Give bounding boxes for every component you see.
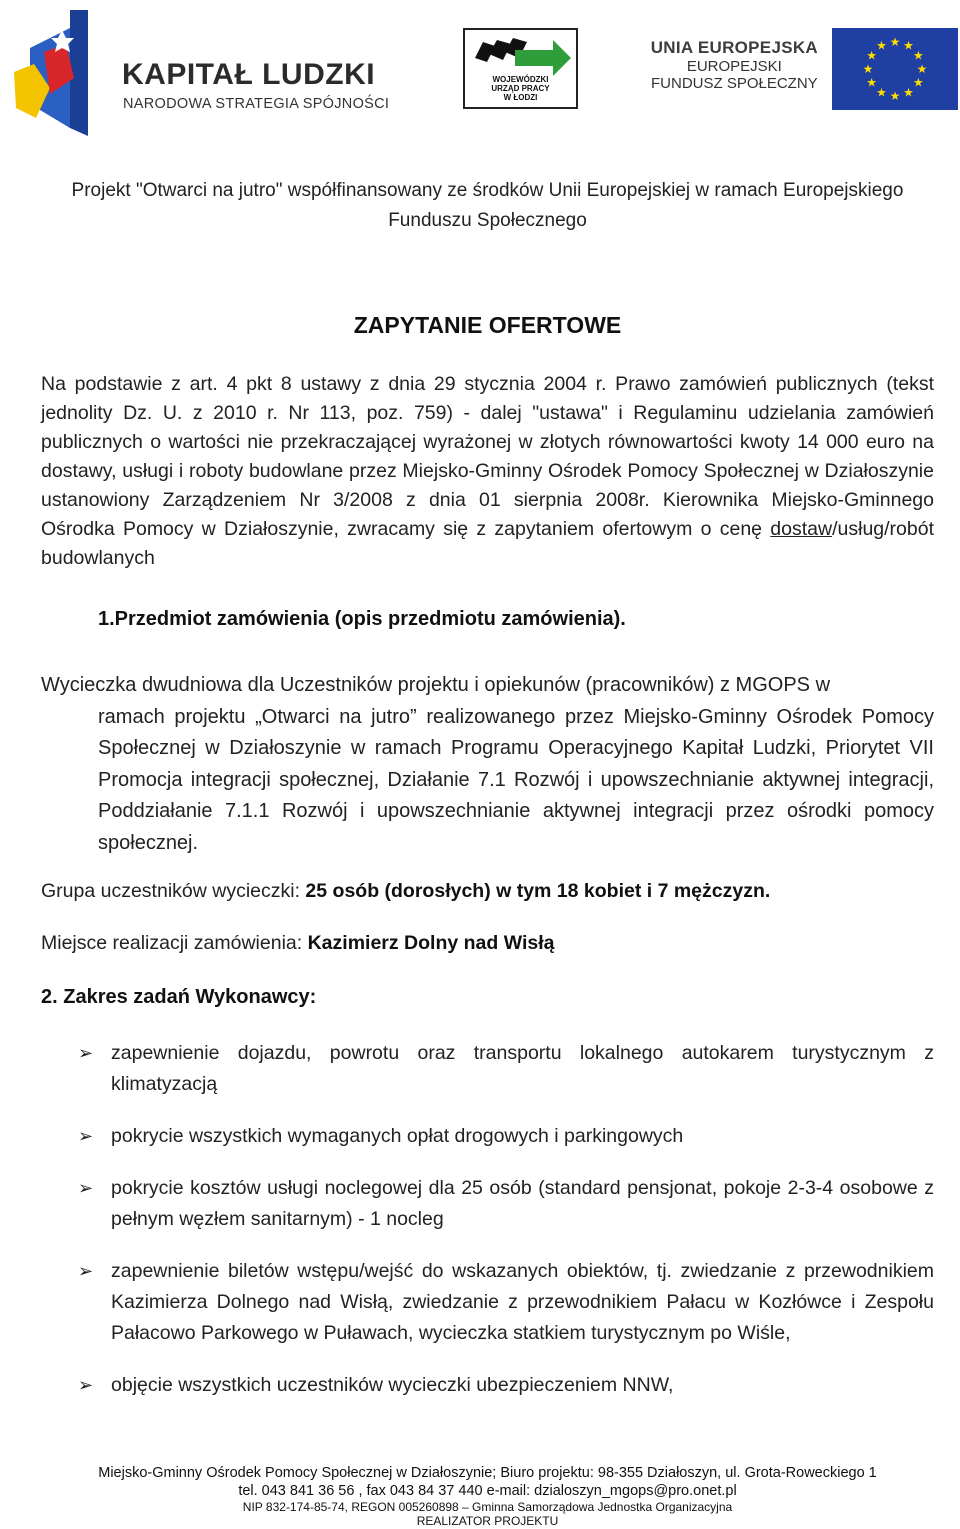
section-2-heading: 2. Zakres zadań Wykonawcy: [41, 986, 317, 1008]
wup-text-line-2: URZĄD PRACY [491, 84, 550, 93]
eu-star-icon: ★ [876, 38, 887, 53]
wup-text-line-1: WOJEWÓDZKI [492, 75, 549, 84]
wup-text [465, 75, 576, 102]
arrow-bullet-icon: ➢ [78, 1043, 94, 1063]
eu-star-icon: ★ [903, 85, 914, 100]
eu-text-line-2: EUROPEJSKI [686, 58, 782, 75]
list-item [78, 1173, 934, 1235]
place-label: Miejsce realizacji zamówienia: [41, 932, 308, 954]
footer-line-3: NIP 832-174-85-74, REGON 005260898 – Gminna Samorządowa Jednostka Organizacyjna [242, 1500, 733, 1514]
list-item-text: zapewnienie dojazdu, powrotu oraz transportu lokalnego autokarem turystycznym z klimatyzacją [111, 1042, 934, 1095]
eu-star-icon: ★ [912, 75, 924, 90]
kapital-ludzki-logo [10, 8, 410, 136]
arrow-bullet-icon: ➢ [78, 1261, 94, 1281]
eu-star-icon: ★ [912, 48, 924, 63]
eu-star-icon: ★ [916, 62, 928, 76]
participants-line [41, 880, 770, 903]
page-footer [0, 1464, 960, 1528]
wup-lodz-logo [463, 28, 578, 109]
eu-star-icon: ★ [866, 75, 878, 90]
contractor-tasks-list [78, 1038, 934, 1401]
eu-efs-logo [640, 28, 958, 110]
footer-line-4: REALIZATOR PROJEKTU [416, 1514, 559, 1528]
participants-value: 25 osób (dorosłych) w tym 18 kobiet i 7 mężczyzn. [305, 880, 771, 902]
subject-description [41, 670, 934, 859]
eu-flag-icon [832, 28, 958, 110]
kapital-ludzki-title: KAPITAŁ LUDZKI [122, 58, 376, 91]
place-line [41, 932, 554, 955]
arrow-bullet-icon: ➢ [78, 1178, 94, 1198]
footer-line-1: Miejsko-Gminny Ośrodek Pomocy Społecznej w Działoszynie; Biuro projektu: 98-355 Działoszyn, ul. Grota-Roweckiego 1 [98, 1465, 877, 1481]
wup-text-line-3: W ŁODZI [503, 93, 538, 102]
list-item [78, 1256, 934, 1349]
eu-star-icon: ★ [889, 35, 901, 49]
section-1-heading: 1.Przedmiot zamówienia (opis przedmiotu zamówienia). [98, 608, 626, 630]
kapital-ludzki-subtitle: NARODOWA STRATEGIA SPÓJNOŚCI [123, 96, 390, 112]
intro-underlined-word: dostaw [770, 518, 833, 540]
intro-paragraph [41, 370, 934, 573]
intro-text-end: /usług/robót budowlanych [41, 518, 934, 569]
list-item [78, 1121, 934, 1152]
place-value: Kazimierz Dolny nad Wisłą [307, 932, 555, 954]
eu-star-icon: ★ [889, 89, 901, 103]
eu-text [651, 38, 818, 92]
participants-label: Grupa uczestników wycieczki: [41, 880, 306, 902]
footer-line-2: tel. 043 841 36 56 , fax 043 84 37 440 e-mail: dzialoszyn_mgops@pro.onet.pl [238, 1483, 737, 1499]
project-line-1: Projekt "Otwarci na jutro" współfinansowany ze środków Unii Europejskiej w ramach Europejskiego [71, 180, 904, 201]
arrow-bullet-icon: ➢ [78, 1126, 94, 1146]
eu-text-line-3: FUNDUSZ SPOŁECZNY [651, 75, 818, 92]
list-item-text: objęcie wszystkich uczestników wycieczki ubezpieczeniem NNW, [111, 1374, 674, 1396]
list-item-text: pokrycie kosztów usługi noclegowej dla 25 osób (standard pensjonat, pokoje 2-3-4 osobowe z pełnym węzłem sanitarnym) - 1 nocleg [111, 1177, 934, 1230]
eu-text-line-1: UNIA EUROPEJSKA [650, 38, 818, 57]
intro-text: Na podstawie z art. 4 pkt 8 ustawy z dnia 29 stycznia 2004 r. Prawo zamówień publicznych (tekst jednolity Dz. U. z 2010 r. Nr 113, poz. 759) - dalej "ustawa" i Regulaminu udzielania zamówień publicznych o wartości nie przekraczającej wyrażonej w złotych równowartości kwoty 14 000 euro na dostawy, usługi i roboty budowlane przez Miejsko-Gminny Ośrodek Pomocy Społecznej w Działoszynie ustanowiony Zarządzeniem Nr 3/2008 z dnia 01 sierpnia 2008r. Kierownika Miejsko-Gminnego Ośrodka Pomocy w Działoszynie, zwracamy się z zapytaniem ofertowym o cenę [41, 373, 934, 540]
document-title: ZAPYTANIE OFERTOWE [353, 312, 622, 338]
list-item [78, 1370, 934, 1401]
eu-star-icon: ★ [866, 48, 878, 63]
project-line-2: Funduszu Społecznego [388, 210, 587, 231]
list-item-text: zapewnienie biletów wstępu/wejść do wskazanych obiektów, tj. zwiedzanie z przewodnikiem Kazimierza Dolnego nad Wisłą, zwiedzanie z przewodnikiem Pałacu w Kozłówce i Zespołu Pałacowo Parkowego w Puławach, wycieczka statkiem turystycznym po Wiśle, [111, 1260, 934, 1344]
subject-description-body: ramach projektu „Otwarci na jutro” realizowanego przez Miejsko-Gminny Ośrodek Pomocy Społecznej w Działoszynie w ramach Programu Operacyjnego Kapitał Ludzki, Priorytet VII Promocja integracji społecznej, Działanie 7.1 Rozwój i upowszechnianie aktywnej integracji, Poddziałanie 7.1.1 Rozwój i upowszechnianie aktywnej integracji przez ośrodki pomocy społecznej. [98, 705, 934, 854]
subject-description-first-line: Wycieczka dwudniowa dla Uczestników projektu i opiekunów (pracowników) z MGOPS w [41, 674, 831, 696]
eu-star-icon: ★ [876, 85, 887, 100]
list-item [78, 1038, 934, 1100]
kapital-ludzki-emblem-icon [10, 8, 110, 136]
eu-star-icon: ★ [862, 62, 874, 76]
list-item-text: pokrycie wszystkich wymaganych opłat drogowych i parkingowych [111, 1125, 684, 1147]
project-statement [40, 176, 935, 236]
eu-star-icon: ★ [903, 38, 914, 53]
arrow-bullet-icon: ➢ [78, 1375, 94, 1395]
